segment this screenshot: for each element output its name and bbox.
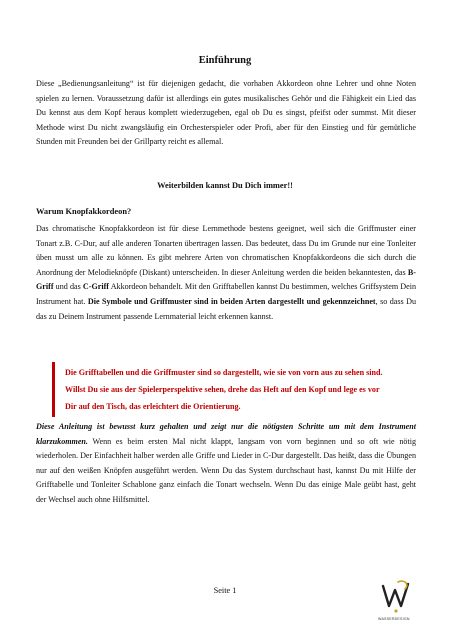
outro-text: Wenn es beim ersten Mal nicht klappt, langsam von vorn beginnen und so oft wie nötig wiederholen. Der Einfachheit halber werden alle Griffe und Lieder in C-Dur dargestellt. Das heißt, dass die Übungen nur auf den weißen Knöpfen ausgeführt werden. Wenn Du das System durchschaut hast, kannst Du mit Hilfe der Grifftabelle und Tonleiter Schablone ganz einfach die Tonart wechseln. Wenn Du das einige Male geübt hast, geht der Wechsel auch ohne Hilfsmittel. [36,436,416,504]
logo-caption: WASSERDESIGN [378,617,410,621]
page-number: Seite 1 [213,586,237,595]
section-text-2: Akkordeon behandelt. Mit den Grifftabellen kannst Du bestimmen, welches Griffsystem Dein Instrument hat. [36,282,417,306]
section-text-3: , so dass Du das zu Deinem Instrument passende Lernmaterial leicht erkennen kannst. [36,296,416,321]
intro-paragraph: Diese „Bedienungsanleitung“ ist für diejenigen gedacht, die vorhaben Akkordeon ohne Lehrer und ohne Noten spielen zu lernen. Voraussetzung dafür ist allerdings ein gutes musikalisches Gehör und die Fähigkeit ein Lied das Du kennst aus dem Kopf heraus komplett wiederzugeben, egal ob Du es singst, pfeifst oder summst. Mit dieser Methode wirst Du nicht zwangsläufig ein Orchesterspieler oder Profi, aber für den Einstieg und für gemütliche Stunden mit Freunden bei der Grillparty reicht es allemal. [36,79,416,147]
outro-paragraph [36,420,416,508]
section-bold-sentence: Die Symbole und Griffmuster sind in beiden Arten dargestellt und gekennzeichnet [87,296,376,306]
section-paragraph [36,222,416,324]
section-text-1: Das chromatische Knopfakkordeon ist für diese Lernmethode bestens geeignet, weil sich die Griffmuster einer Tonart z.B. C-Dur, auf alle anderen Tonarten übertragen lassen. Das bedeutet, dass Du im Grunde nur eine Tonleiter üben musst um alle zu können. Es gibt mehrere Arten von chromatischen Knopfakkordeons die sich durch die Anordnung der Melodieknöpfe (Diskant) unterscheiden. In dieser Anleitung werden die beiden bekanntesten, das [36,224,416,277]
page-title: Einführung [198,55,252,66]
b-griff-term: B-Griff [36,267,416,292]
orientation-callout: Die Grifftabellen und die Griffmuster sind so dargestellt, wie sie von vorn aus zu sehen sind. Willst Du sie aus der Spielerperspektive sehen, drehe das Heft auf den Kopf und lege es vor Dir auf den Tisch, das erleichtert die Orientierung. [52,362,393,417]
section-heading: Warum Knopfakkordeon? [36,207,132,216]
c-griff-term: C-Griff [82,282,109,292]
motto-heading: Weiterbilden kannst Du Dich immer!! [157,181,293,190]
outro-emphasis: Diese Anleitung ist bewusst kurz gehalten und zeigt nur die nötigsten Schritte um mit dem Instrument klarzukommen. [36,422,416,446]
brand-logo-icon [380,578,412,614]
section-and: und das [53,282,83,292]
